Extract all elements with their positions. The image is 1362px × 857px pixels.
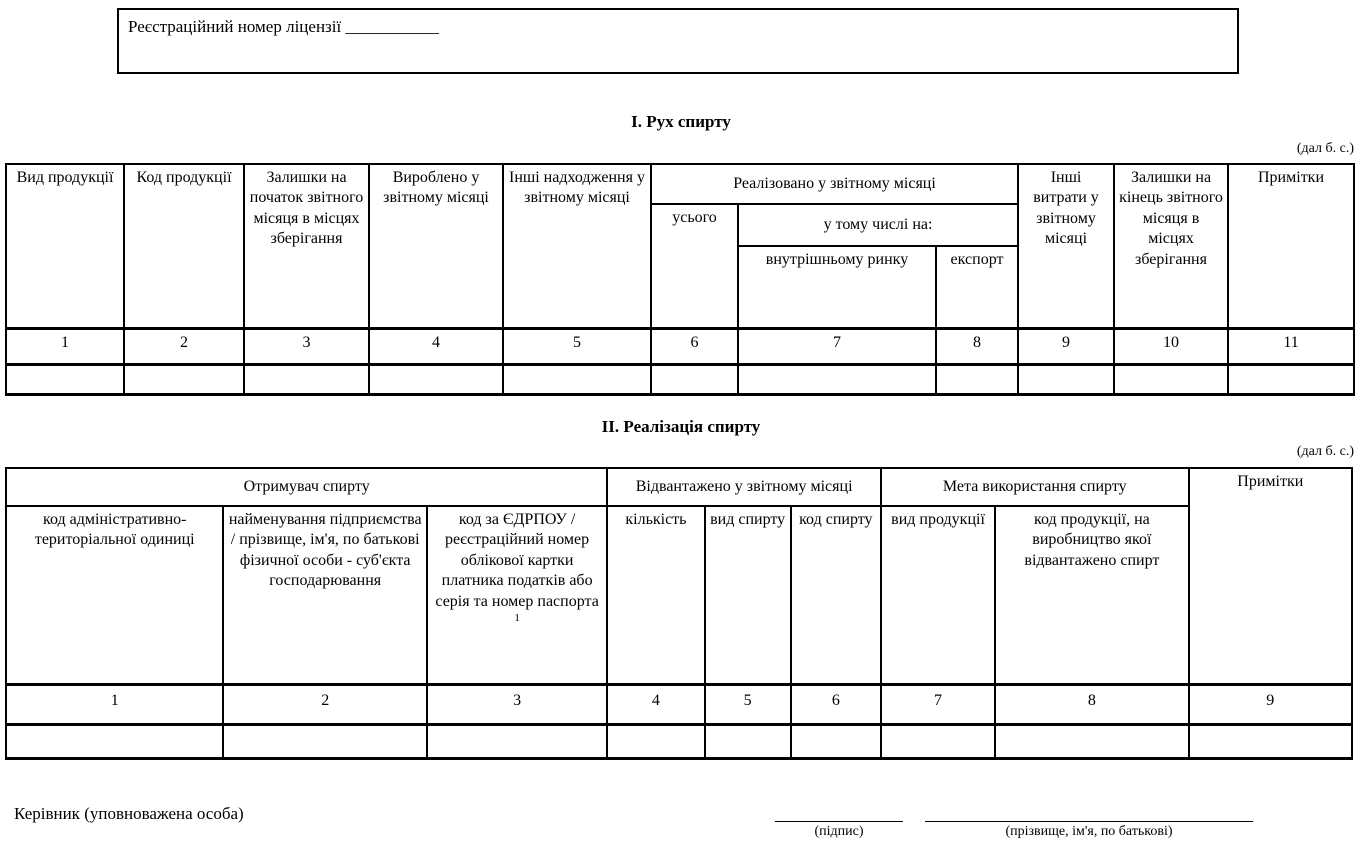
header-produced: Вироблено у звітному місяці: [369, 164, 503, 328]
empty-data-cell: [1228, 364, 1354, 394]
signature-block: [775, 790, 903, 840]
column-number-cell: 11: [1228, 328, 1354, 364]
column-number-cell: 9: [1189, 684, 1352, 724]
column-number-cell: 9: [1018, 328, 1114, 364]
empty-data-cell: [1114, 364, 1228, 394]
empty-data-cell: [369, 364, 503, 394]
empty-data-cell: [124, 364, 244, 394]
header-sold-export: експорт: [936, 246, 1018, 328]
column-number-cell: 8: [995, 684, 1188, 724]
signature-caption: (підпис): [814, 824, 864, 839]
header-sold-group: Реалізовано у звітному місяці: [651, 164, 1018, 204]
column-number-cell: 7: [738, 328, 936, 364]
empty-data-cell: [881, 724, 995, 758]
empty-data-cell: [427, 724, 607, 758]
column-number-cell: 5: [705, 684, 791, 724]
column-number-cell: 8: [936, 328, 1018, 364]
header-notes-2: Примітки: [1189, 468, 1352, 684]
header-other-expenses: Інші витрати у звітному місяці: [1018, 164, 1114, 328]
header-notes-1: Примітки: [1228, 164, 1354, 328]
header-sold-including: у тому числі на:: [738, 204, 1018, 246]
empty-data-cell: [244, 364, 369, 394]
section2-title: II. Реалізація спирту: [601, 417, 761, 436]
header-sold-domestic: внутрішньому ринку: [738, 246, 936, 328]
manager-label: Керівник (уповноважена особа): [14, 804, 244, 823]
empty-data-cell: [936, 364, 1018, 394]
empty-data-cell: [791, 724, 881, 758]
column-number-cell: 6: [651, 328, 738, 364]
header-recipient-name: найменування підприємства / прізвище, ім'я, по батькові фізичної особи - суб'єкта господарювання: [223, 506, 426, 684]
footnote-marker: 1: [514, 612, 520, 625]
header-shipped-group: Відвантажено у звітному місяці: [607, 468, 881, 506]
empty-data-cell: [995, 724, 1188, 758]
column-number-cell: 1: [6, 328, 124, 364]
license-number-box: [117, 8, 1239, 74]
header-product-code: Код продукції: [124, 164, 244, 328]
full-name-line: [925, 790, 1253, 822]
section1-unit-note: (дал б. с.): [1296, 141, 1354, 156]
header-recipient-admin-code: код адміністративно-територіальної одиниці: [6, 506, 223, 684]
empty-data-cell: [705, 724, 791, 758]
section2-unit-note: (дал б. с.): [1296, 444, 1354, 459]
header-alcohol-type: вид спирту: [705, 506, 791, 684]
column-number-cell: 2: [124, 328, 244, 364]
header-purpose-product-type: вид продукції: [881, 506, 995, 684]
header-closing-balance: Залишки на кінець звітного місяця в місцях зберігання: [1114, 164, 1228, 328]
column-number-cell: 7: [881, 684, 995, 724]
column-number-cell: 4: [369, 328, 503, 364]
empty-data-cell: [1189, 724, 1352, 758]
column-number-cell: 2: [223, 684, 426, 724]
empty-data-cell: [1018, 364, 1114, 394]
header-opening-balance: Залишки на початок звітного місяця в місцях зберігання: [244, 164, 369, 328]
sales-table: [5, 467, 1353, 760]
empty-data-cell: [651, 364, 738, 394]
column-number-cell: 5: [503, 328, 651, 364]
header-purpose-group: Мета використання спирту: [881, 468, 1189, 506]
recipient-tax-code-text: код за ЄДРПОУ / реєстраційний номер облікової картки платника податків або серія та номер паспорта: [435, 511, 599, 610]
column-number-cell: 4: [607, 684, 704, 724]
header-sold-total: усього: [651, 204, 738, 328]
column-number-cell: 1: [6, 684, 223, 724]
header-other-receipts: Інші надходження у звітному місяці: [503, 164, 651, 328]
column-number-cell: 3: [244, 328, 369, 364]
movement-table: [5, 163, 1355, 396]
empty-data-cell: [6, 724, 223, 758]
header-product-type: Вид продукції: [6, 164, 124, 328]
header-alcohol-code: код спирту: [791, 506, 881, 684]
section1-title: I. Рух спирту: [631, 112, 731, 131]
empty-data-cell: [6, 364, 124, 394]
column-number-cell: 10: [1114, 328, 1228, 364]
full-name-block: [925, 790, 1253, 840]
header-shipped-quantity: кількість: [607, 506, 704, 684]
header-purpose-product-code: код продукції, на виробництво якої відвантажено спирт: [995, 506, 1188, 684]
full-name-caption: (прізвище, ім'я, по батькові): [1005, 824, 1173, 839]
header-recipient-tax-code: [427, 506, 607, 684]
empty-data-cell: [223, 724, 426, 758]
empty-data-cell: [503, 364, 651, 394]
license-number-label: Реєстраційний номер ліцензії ___________: [128, 17, 439, 36]
header-recipient-group: Отримувач спирту: [6, 468, 607, 506]
column-number-cell: 3: [427, 684, 607, 724]
empty-data-cell: [738, 364, 936, 394]
signature-line: [775, 790, 903, 822]
empty-data-cell: [607, 724, 704, 758]
column-number-cell: 6: [791, 684, 881, 724]
